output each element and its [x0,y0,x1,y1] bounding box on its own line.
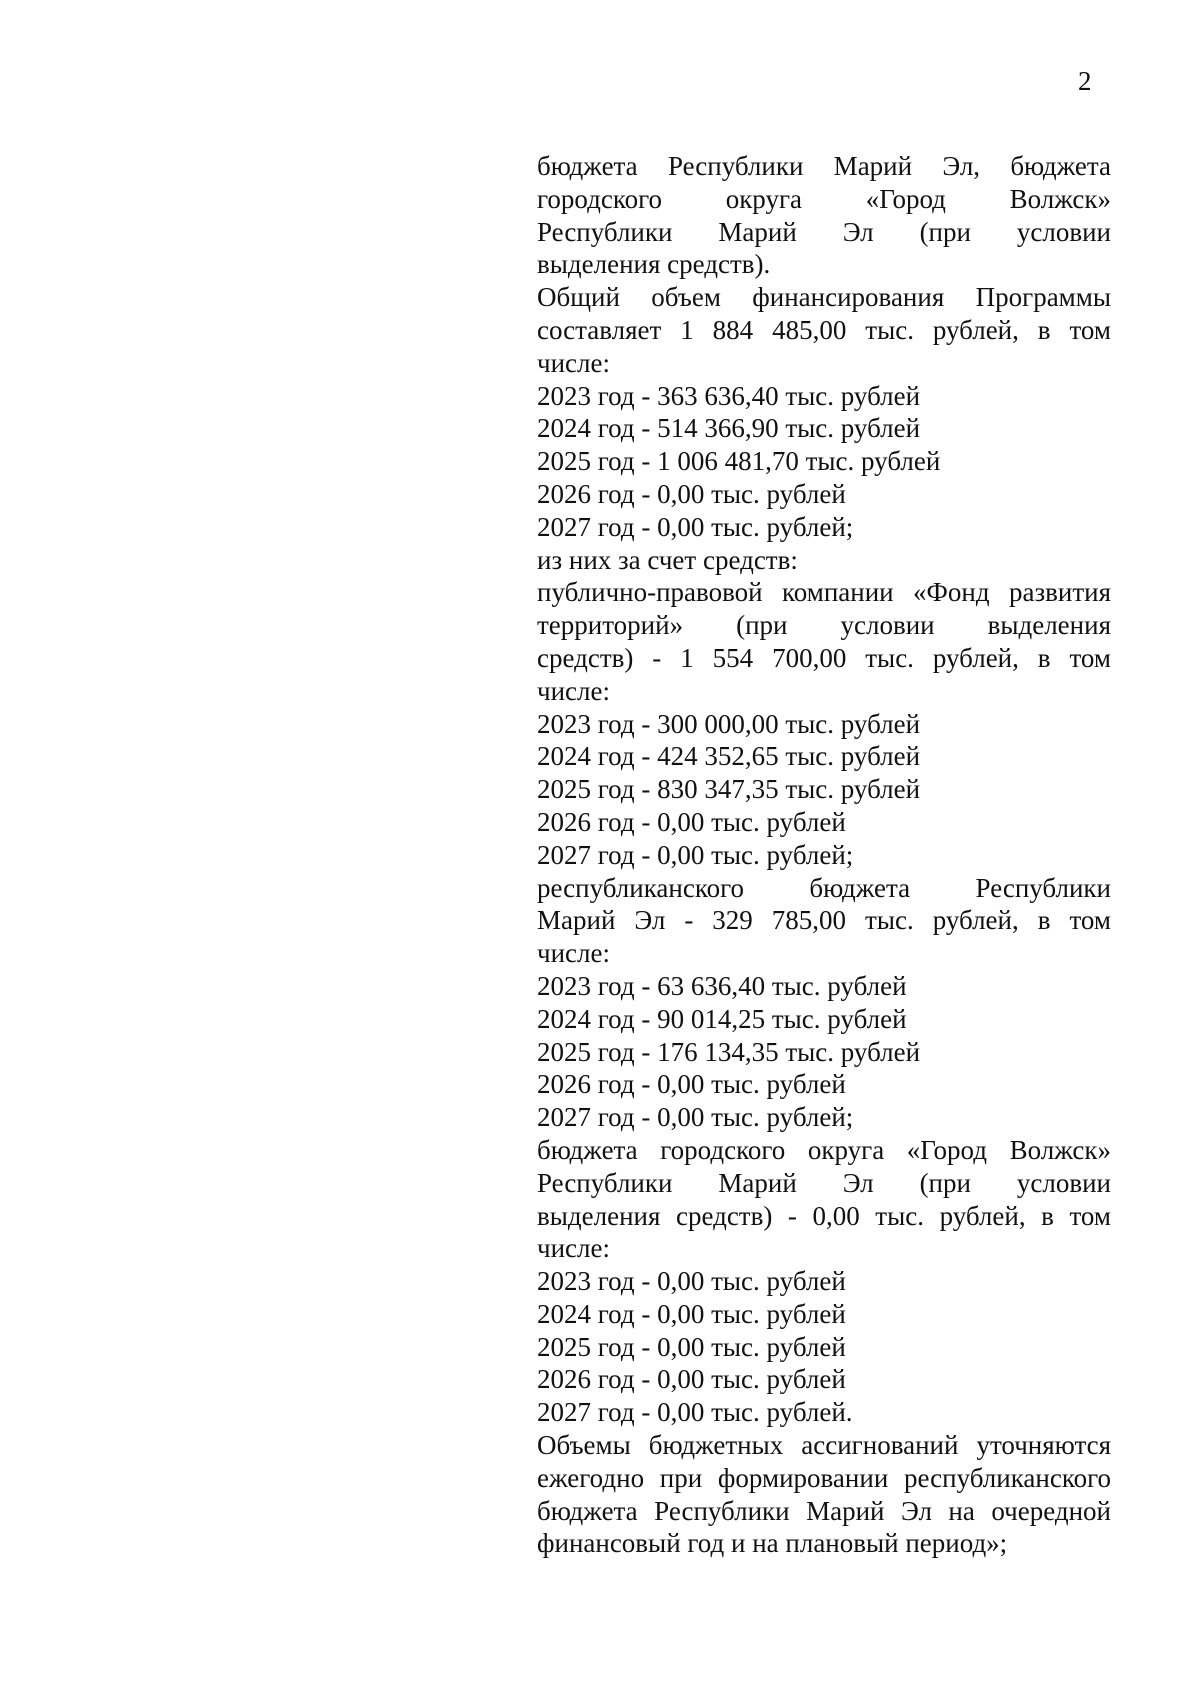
text-line: 2025 год - 176 134,35 тыс. рублей [537,1036,921,1067]
text-line: 2026 год - 0,00 тыс. рублей [537,1364,846,1395]
text-line: 2027 год - 0,00 тыс. рублей; [537,839,854,870]
text-line: Марий Эл - 329 785,00 тыс. рублей, в том [537,905,1111,936]
text-line: 2026 год - 0,00 тыс. рублей [537,1069,846,1100]
text-line: 2024 год - 424 352,65 тыс. рублей [537,741,921,772]
text-line: ежегодно при формировании республиканского [537,1462,1111,1493]
text-line: финансовый год и на плановый период»; [537,1528,1008,1559]
text-line: выделения средств) - 0,00 тыс. рублей, в том [537,1200,1111,1231]
text-line: 2023 год - 363 636,40 тыс. рублей [537,380,921,411]
document-text-column [537,150,1111,1560]
text-line: Республики Марий Эл (при условии [537,1167,1111,1198]
text-line: числе: [537,938,610,969]
text-line: Республики Марий Эл (при условии [537,216,1111,247]
text-line: 2027 год - 0,00 тыс. рублей. [537,1397,853,1428]
text-line: выделения средств). [537,249,771,280]
text-line: 2023 год - 300 000,00 тыс. рублей [537,708,921,739]
text-line: числе: [537,1233,610,1264]
text-line: 2023 год - 63 636,40 тыс. рублей [537,970,907,1001]
text-line: 2027 год - 0,00 тыс. рублей; [537,1102,854,1133]
text-line: публично-правовой компании «Фонд развития [537,577,1111,608]
text-line: из них за счет средств: [537,544,798,575]
text-line: республиканского бюджета Республики [537,872,1111,903]
text-line: 2027 год - 0,00 тыс. рублей; [537,511,854,542]
text-line: 2025 год - 0,00 тыс. рублей [537,1331,846,1362]
text-line: территорий» (при условии выделения [537,610,1111,641]
text-line: 2026 год - 0,00 тыс. рублей [537,478,846,509]
text-line: бюджета Республики Марий Эл, бюджета [537,151,1111,181]
text-line: 2025 год - 1 006 481,70 тыс. рублей [537,446,941,477]
text-line: городского округа «Город Волжск» [537,183,1111,214]
text-line: 2023 год - 0,00 тыс. рублей [537,1266,846,1297]
text-line: бюджета Республики Марий Эл на очередной [537,1495,1111,1526]
text-line: составляет 1 884 485,00 тыс. рублей, в том [537,314,1111,345]
text-line: Объемы бюджетных ассигнований уточняются [537,1430,1111,1461]
page-number: 2 [1078,66,1092,96]
text-line: Общий объем финансирования Программы [537,282,1111,313]
text-line: 2025 год - 830 347,35 тыс. рублей [537,774,921,805]
text-line: числе: [537,347,610,378]
text-line: числе: [537,675,610,706]
text-line: 2026 год - 0,00 тыс. рублей [537,806,846,837]
text-line: 2024 год - 0,00 тыс. рублей [537,1298,846,1329]
text-line: средств) - 1 554 700,00 тыс. рублей, в том [537,642,1111,673]
text-line: 2024 год - 90 014,25 тыс. рублей [537,1003,907,1034]
text-line: бюджета городского округа «Город Волжск» [537,1134,1111,1165]
text-line: 2024 год - 514 366,90 тыс. рублей [537,413,921,444]
